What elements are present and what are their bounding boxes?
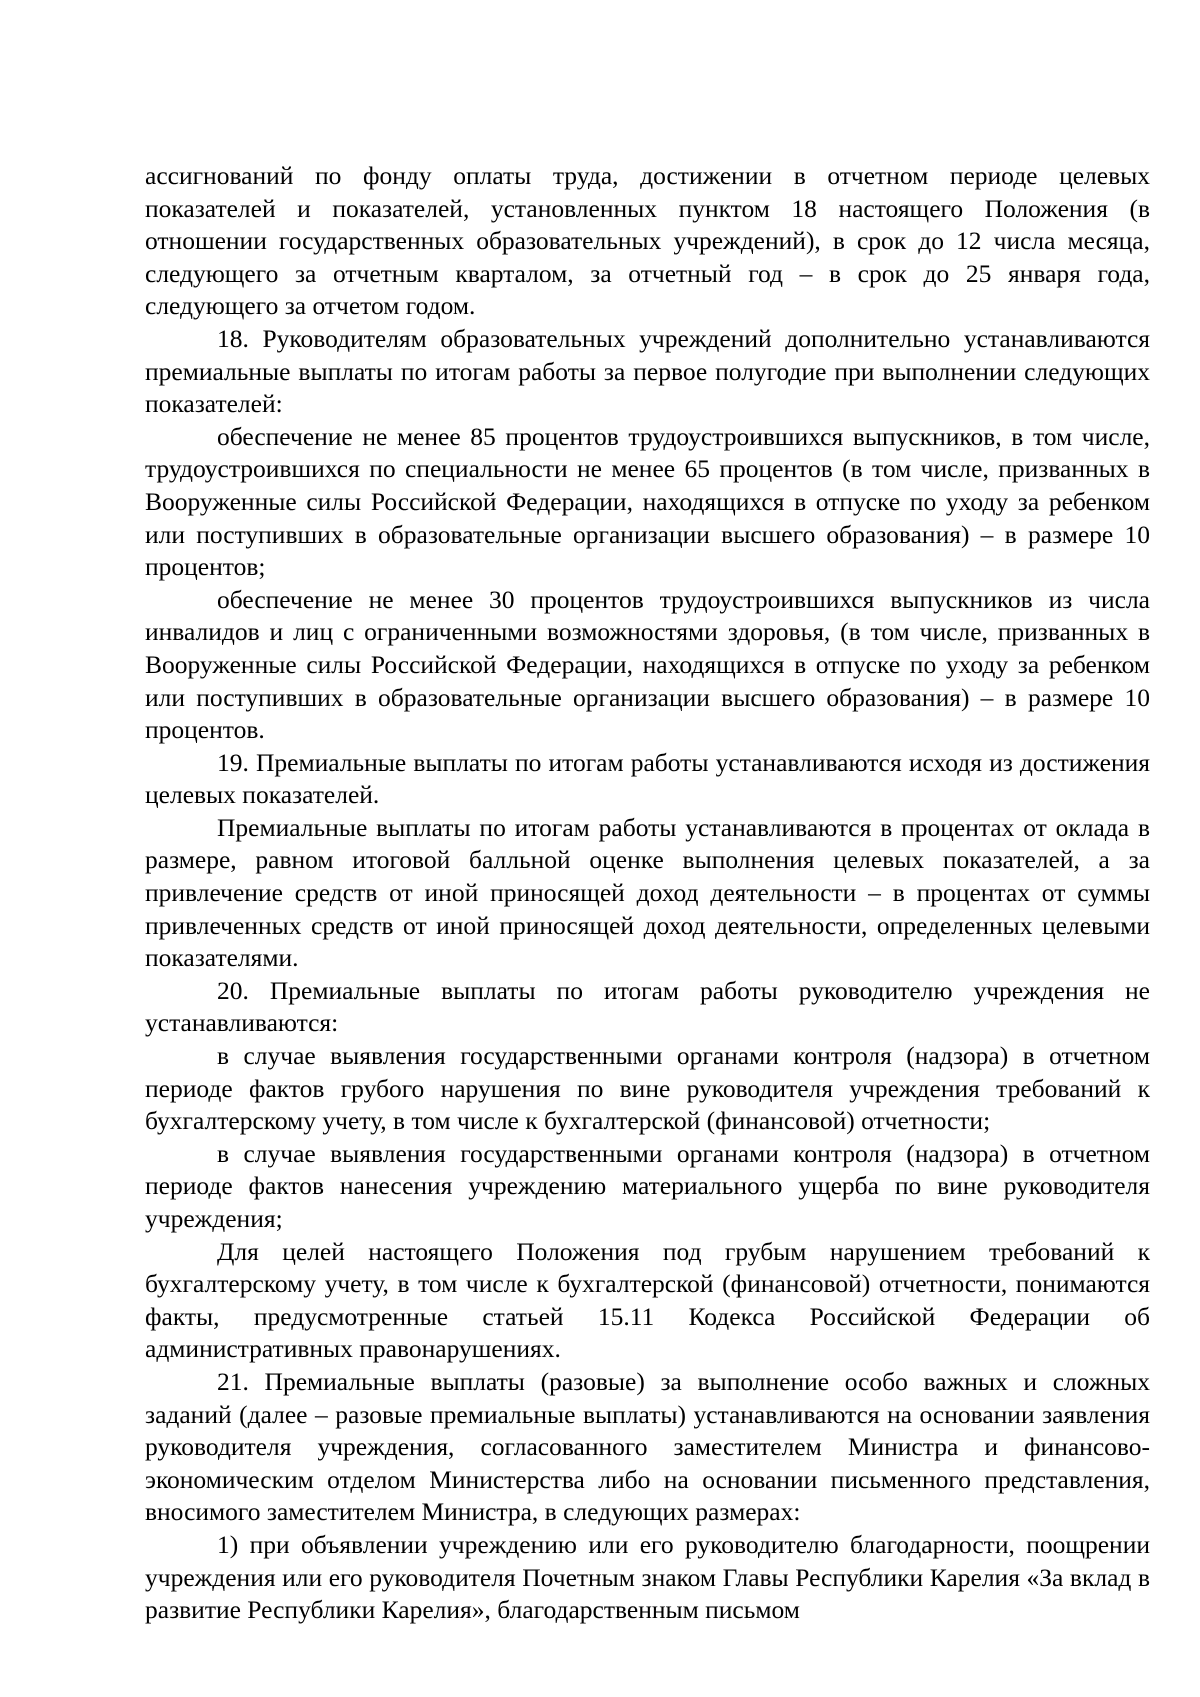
paragraph-item-19-detail: Премиальные выплаты по итогам работы устанавливаются в процентах от оклада в размере, равном итоговой балльной оценке выполнения целевых показателей, а за привлечение средств от иной приносящей доход деятельности – в процентах от суммы привлеченных средств от иной приносящей доход деятельности, определенных целевыми показателями. <box>145 812 1150 973</box>
paragraph-item-20-case-1: в случае выявления государственными органами контроля (надзора) в отчетном периоде фактов грубого нарушения по вине руководителя учреждения требований к бухгалтерскому учету, в том числе к бухгалтерской (финансовой) отчетности; <box>145 1041 1150 1136</box>
paragraph-indicator-85: обеспечение не менее 85 процентов трудоустроившихся выпускников, в том числе, трудоустроившихся по специальности не менее 65 процентов (в том числе, призванных в Вооруженные силы Российской Федерации, находящихся в отпуске по уходу за ребенком или поступивших в образовательные организации высшего образования) – в размере 10 процентов; <box>145 421 1150 582</box>
paragraph-item-21-sub-1: 1) при объявлении учреждению или его руководителю благодарности, поощрении учреждения или его руководителя Почетным знаком Главы Республики Карелия «За вклад в развитие Республики Карелия», благодарственным письмом <box>145 1529 1150 1625</box>
paragraph-continuation: ассигнований по фонду оплаты труда, достижении в отчетном периоде целевых показателей и показателей, установленных пунктом 18 настоящего Положения (в отношении государственных образовательных учреждений), в срок до 12 числа месяца, следующего за отчетным кварталом, за отчетный год – в срок до 25 января года, следующего за отчетом годом. <box>145 161 1150 321</box>
document-page <box>145 160 1150 1627</box>
paragraph-item-20-definition: Для целей настоящего Положения под грубым нарушением требований к бухгалтерскому учету, в том числе к бухгалтерской (финансовой) отчетности, понимаются факты, предусмотренные статьей 15.11 Кодекса Российской Федерации об административных правонарушениях. <box>145 1236 1150 1364</box>
paragraph-item-21: 21. Премиальные выплаты (разовые) за выполнение особо важных и сложных заданий (далее – разовые премиальные выплаты) устанавливаются на основании заявления руководителя учреждения, согласованного заместителем Министра и финансово-экономическим отделом Министерства либо на основании письменного представления, вносимого заместителем Министра, в следующих размерах: <box>145 1366 1150 1527</box>
paragraph-item-20-case-2: в случае выявления государственными органами контроля (надзора) в отчетном периоде фактов нанесения учреждению материального ущерба по вине руководителя учреждения; <box>145 1138 1150 1233</box>
paragraph-item-20: 20. Премиальные выплаты по итогам работы руководителю учреждения не устанавливаются: <box>145 975 1150 1038</box>
paragraph-indicator-30: обеспечение не менее 30 процентов трудоустроившихся выпускников из числа инвалидов и лиц с ограниченными возможностями здоровья, (в том числе, призванных в Вооруженные силы Российской Федерации, находящихся в отпуске по уходу за ребенком или поступивших в образовательные организации высшего образования) – в размере 10 процентов. <box>145 584 1150 745</box>
paragraph-item-19: 19. Премиальные выплаты по итогам работы устанавливаются исходя из достижения целевых показателей. <box>145 747 1150 810</box>
paragraph-item-18: 18. Руководителям образовательных учреждений дополнительно устанавливаются премиальные выплаты по итогам работы за первое полугодие при выполнении следующих показателей: <box>145 323 1150 419</box>
